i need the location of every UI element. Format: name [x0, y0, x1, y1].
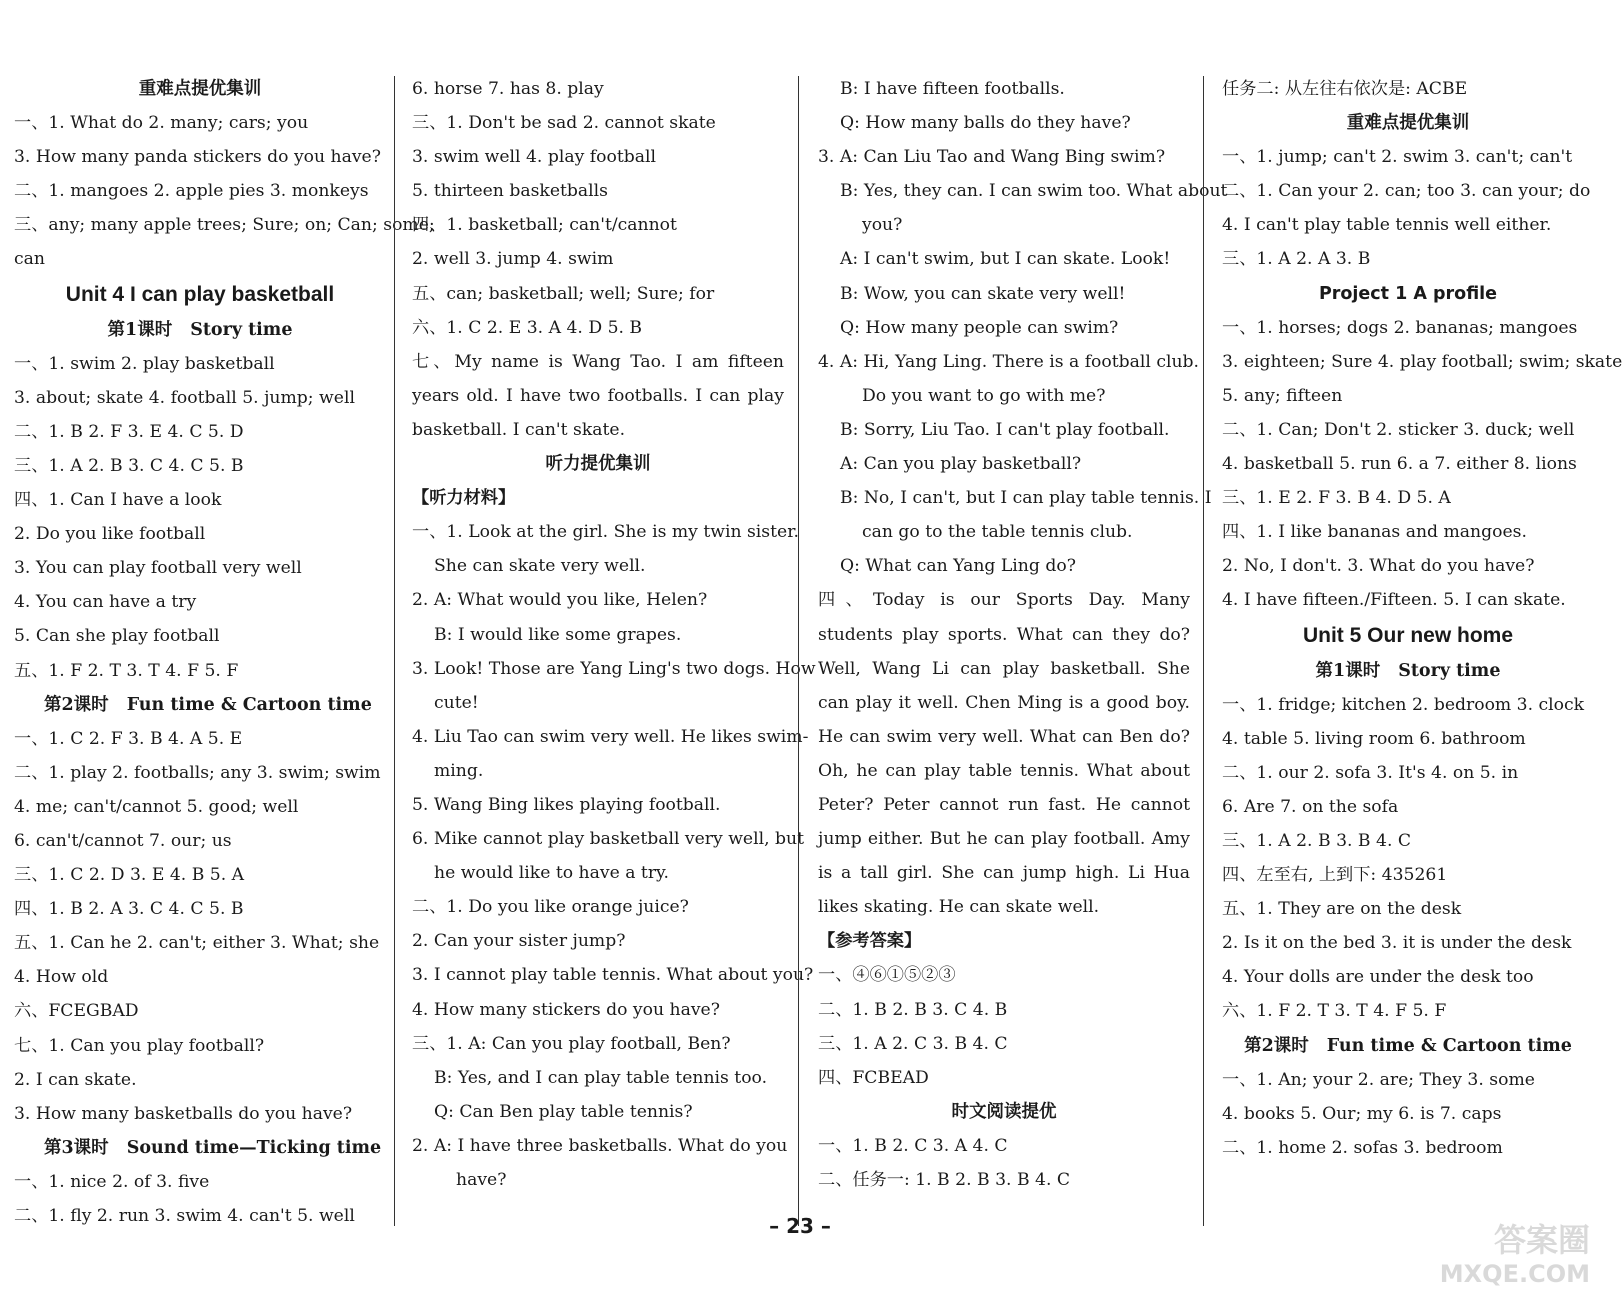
text-line: B: Sorry, Liu Tao. I can't play football.: [840, 419, 1170, 440]
answer-line: 4. How many stickers do you have?: [412, 999, 720, 1020]
text-line: B: Yes, and I can play table tennis too.: [434, 1067, 768, 1088]
column-divider: [1203, 76, 1204, 1226]
column-divider: [798, 76, 799, 1226]
answer-line: 五、1. F 2. T 3. T 4. F 5. F: [14, 660, 239, 681]
answer-line: 三、1. A: Can you play football, Ben?: [412, 1033, 731, 1054]
lesson-heading: [14, 313, 386, 347]
answer-line: 三、any; many apple trees; Sure; on; Can; some;: [14, 215, 435, 236]
answer-line: 2. Do you like football: [14, 524, 206, 545]
answer-line: 3. I cannot play table tennis. What about you?: [412, 965, 814, 986]
answer-line: 四、1. I like bananas and mangoes.: [1222, 522, 1527, 543]
answer-line: 四、1. B 2. A 3. C 4. C 5. B: [14, 899, 244, 920]
paragraph: 七、My name is Wang Tao. I am fifteen years old. I have two footballs. I can play basketball. I can't skate.: [412, 351, 784, 440]
answer-line: 5. Wang Bing likes playing football.: [412, 794, 721, 815]
answer-line: 四、左至右, 上到下: 435261: [1222, 865, 1448, 886]
lesson-number: 第1课时: [107, 319, 173, 340]
answer-line: 4. books 5. Our; my 6. is 7. caps: [1222, 1103, 1502, 1124]
answer-line: 2. A: What would you like, Helen?: [412, 590, 708, 611]
answer-line: 3. swim well 4. play football: [412, 147, 656, 168]
answer-line: 一、④⑥①⑤②③: [818, 965, 956, 986]
answer-line: 4. table 5. living room 6. bathroom: [1222, 728, 1526, 749]
column-divider: [394, 76, 395, 1226]
paragraph: 四、Today is our Sports Day. Many students play sports. What can they do? Well, Wang Li can play basketball. She can play it well. Chen Ming is a good boy. He can swim very well. What can Ben do? Oh, he can play table tennis. What about Peter? Peter cannot run fast. He cannot jump either. But he can play football. Amy is a tall girl. She can jump high. Li Hua likes skating. He can skate well.: [818, 590, 1190, 918]
text-line: can go to the table tennis club.: [862, 522, 1133, 543]
text-line: Do you want to go with me?: [862, 385, 1106, 406]
answer-line: 一、1. B 2. C 3. A 4. C: [818, 1135, 1008, 1156]
answer-line: 3. Look! Those are Yang Ling's two dogs. How: [412, 658, 816, 679]
answer-line: 3. How many basketballs do you have?: [14, 1103, 353, 1124]
answer-line: 一、1. What do 2. many; cars; you: [14, 113, 309, 134]
section-label: 【听力材料】: [412, 488, 516, 509]
answer-line: 3. about; skate 4. football 5. jump; well: [14, 387, 355, 408]
answer-line: 一、1. nice 2. of 3. five: [14, 1171, 210, 1192]
answer-line: 一、1. An; your 2. are; They 3. some: [1222, 1069, 1535, 1090]
answer-line: 5. any; fifteen: [1222, 385, 1343, 406]
answer-line: can: [14, 249, 45, 270]
text-line: B: I would like some grapes.: [434, 624, 682, 645]
text-line: B: Yes, they can. I can swim too. What about: [840, 181, 1228, 202]
answer-line: 七、1. Can you play football?: [14, 1035, 265, 1056]
answer-line: 3. A: Can Liu Tao and Wang Bing swim?: [818, 147, 1166, 168]
answer-line: 六、FCEGBAD: [14, 1001, 139, 1022]
answer-line: 一、1. C 2. F 3. B 4. A 5. E: [14, 728, 243, 749]
text-line: Q: Can Ben play table tennis?: [434, 1101, 693, 1122]
answer-line: 4. A: Hi, Yang Ling. There is a football club.: [818, 351, 1200, 372]
column-3: [818, 72, 1228, 1228]
answer-line: 4. basketball 5. run 6. a 7. either 8. lions: [1222, 454, 1577, 475]
answer-line: 5. Can she play football: [14, 626, 220, 647]
answer-line: 二、1. Can; Don't 2. sticker 3. duck; well: [1222, 419, 1575, 440]
lesson-heading: [1222, 654, 1594, 688]
answer-line: 二、1. B 2. F 3. E 4. C 5. D: [14, 421, 244, 442]
text-line: Q: What can Yang Ling do?: [840, 556, 1076, 577]
answer-line: 二、1. play 2. footballs; any 3. swim; swim: [14, 762, 381, 783]
answer-line: 三、1. E 2. F 3. B 4. D 5. A: [1222, 488, 1451, 509]
answer-line: 2. Can your sister jump?: [412, 931, 626, 952]
answer-line: 4. I can't play table tennis well either.: [1222, 215, 1552, 236]
answer-line: 二、1. mangoes 2. apple pies 3. monkeys: [14, 181, 369, 202]
lesson-name: Sound time—Ticking time: [126, 1137, 382, 1158]
lesson-heading: [1222, 1029, 1594, 1063]
column-2: [412, 72, 816, 1228]
text-line: Q: How many balls do they have?: [840, 113, 1131, 134]
answer-line: 5. thirteen basketballs: [412, 181, 608, 202]
text-line: She can skate very well.: [434, 556, 646, 577]
answer-line: 二、1. home 2. sofas 3. bedroom: [1222, 1137, 1503, 1158]
unit-title: Unit 4 I can play basketball: [65, 282, 335, 306]
lesson-number: 第1课时: [1315, 660, 1381, 681]
answer-line: 三、1. Don't be sad 2. cannot skate: [412, 113, 716, 134]
text-line: Q: How many people can swim?: [840, 317, 1119, 338]
answer-line: 二、1. B 2. B 3. C 4. B: [818, 999, 1008, 1020]
answer-line: 六、1. F 2. T 3. T 4. F 5. F: [1222, 1001, 1447, 1022]
answer-line: 3. You can play football very well: [14, 558, 302, 579]
answer-line: 四、1. basketball; can't/cannot: [412, 215, 677, 236]
answer-line: 4. I have fifteen./Fifteen. 5. I can skate.: [1222, 590, 1566, 611]
answer-line: 6. Mike cannot play basketball very well, but: [412, 829, 804, 850]
answer-line: 2. No, I don't. 3. What do you have?: [1222, 556, 1535, 577]
lesson-name: Story time: [1398, 660, 1501, 681]
text-line: B: Wow, you can skate very well!: [840, 283, 1126, 304]
answer-line: 3. How many panda stickers do you have?: [14, 147, 381, 168]
answer-line: 五、1. Can he 2. can't; either 3. What; she: [14, 933, 380, 954]
answer-line: 一、1. horses; dogs 2. bananas; mangoes: [1222, 317, 1578, 338]
answer-line: 2. I can skate.: [14, 1069, 137, 1090]
section-title: 重难点提优集训: [138, 79, 262, 99]
answer-line: 四、1. Can I have a look: [14, 490, 222, 511]
watermark-logo: [1440, 1223, 1590, 1291]
section-title: 听力提优集训: [545, 454, 651, 475]
answer-line: 一、1. swim 2. play basketball: [14, 353, 275, 374]
page-number: – 23 –: [769, 1214, 831, 1238]
text-line: B: No, I can't, but I can play table tennis. I: [840, 488, 1212, 509]
text-line: A: I can't swim, but I can skate. Look!: [840, 249, 1171, 270]
answer-line: 一、1. Look at the girl. She is my twin sister.: [412, 522, 799, 543]
answer-line: 4. Your dolls are under the desk too: [1222, 967, 1534, 988]
answer-line: 任务二: 从左往右依次是: ACBE: [1222, 79, 1468, 99]
answer-line: 三、1. A 2. B 3. C 4. C 5. B: [14, 455, 244, 476]
answer-line: 4. How old: [14, 967, 109, 988]
answer-line: 三、1. C 2. D 3. E 4. B 5. A: [14, 865, 245, 886]
unit-title: Unit 5 Our new home: [1302, 623, 1514, 647]
answer-line: 四、FCBEAD: [818, 1067, 929, 1088]
lesson-name: Story time: [190, 319, 293, 340]
answer-line: 三、1. A 2. B 3. B 4. C: [1222, 830, 1412, 851]
text-line: ming.: [434, 760, 484, 781]
answer-line: 4. You can have a try: [14, 592, 197, 613]
text-line: cute!: [434, 692, 479, 713]
lesson-name: Fun time & Cartoon time: [1326, 1035, 1572, 1056]
text-line: A: Can you play basketball?: [840, 454, 1082, 475]
answer-line: 2. A: I have three basketballs. What do you: [412, 1135, 788, 1156]
watermark-url: MXQE.COM: [1439, 1260, 1590, 1288]
answer-line: 二、1. Do you like orange juice?: [412, 897, 689, 918]
column-1: [14, 72, 435, 1228]
lesson-number: 第2课时: [1244, 1035, 1309, 1056]
answer-line: 二、任务一: 1. B 2. B 3. B 4. C: [818, 1170, 1071, 1190]
section-title: 重难点提优集训: [1346, 113, 1470, 134]
answer-line: 二、1. fly 2. run 3. swim 4. can't 5. well: [14, 1206, 355, 1226]
answer-line: 二、1. our 2. sofa 3. It's 4. on 5. in: [1222, 762, 1519, 783]
text-line: he would like to have a try.: [434, 863, 669, 884]
text-line: have?: [456, 1170, 507, 1190]
section-title: Project 1 A profile: [1318, 283, 1498, 304]
answer-line: 2. well 3. jump 4. swim: [412, 249, 614, 270]
answer-line: 一、1. fridge; kitchen 2. bedroom 3. clock: [1222, 694, 1585, 715]
answer-line: 6. horse 7. has 8. play: [412, 79, 604, 99]
answer-line: 五、1. They are on the desk: [1222, 899, 1462, 920]
answer-line: 五、can; basketball; well; Sure; for: [412, 283, 715, 304]
answer-line: 6. Are 7. on the sofa: [1222, 796, 1399, 817]
lesson-heading: [14, 1131, 386, 1165]
answer-line: 二、1. Can your 2. can; too 3. can your; do: [1222, 181, 1591, 202]
answer-line: 三、1. A 2. A 3. B: [1222, 249, 1371, 270]
answer-line: 4. me; can't/cannot 5. good; well: [14, 796, 299, 817]
lesson-heading: [14, 688, 386, 722]
section-label: 【参考答案】: [818, 931, 922, 952]
section-title: 时文阅读提优: [951, 1101, 1057, 1122]
watermark-text: 答案圈: [1493, 1221, 1590, 1259]
answer-line: 3. eighteen; Sure 4. play football; swim; skate: [1222, 351, 1622, 372]
text-line: you?: [862, 215, 903, 236]
answer-line: 三、1. A 2. C 3. B 4. C: [818, 1033, 1008, 1054]
answer-line: 6. can't/cannot 7. our; us: [14, 830, 232, 851]
lesson-name: Fun time & Cartoon time: [126, 694, 372, 715]
answer-line: 一、1. jump; can't 2. swim 3. can't; can't: [1222, 147, 1573, 168]
column-4: [1222, 72, 1622, 1228]
answer-line: 2. Is it on the bed 3. it is under the desk: [1222, 933, 1572, 954]
lesson-number: 第2课时: [44, 694, 109, 715]
answer-line: 六、1. C 2. E 3. A 4. D 5. B: [412, 317, 643, 338]
text-line: B: I have fifteen footballs.: [840, 79, 1065, 99]
lesson-number: 第3课时: [44, 1137, 109, 1158]
answer-line: 4. Liu Tao can swim very well. He likes swim-: [412, 726, 809, 747]
